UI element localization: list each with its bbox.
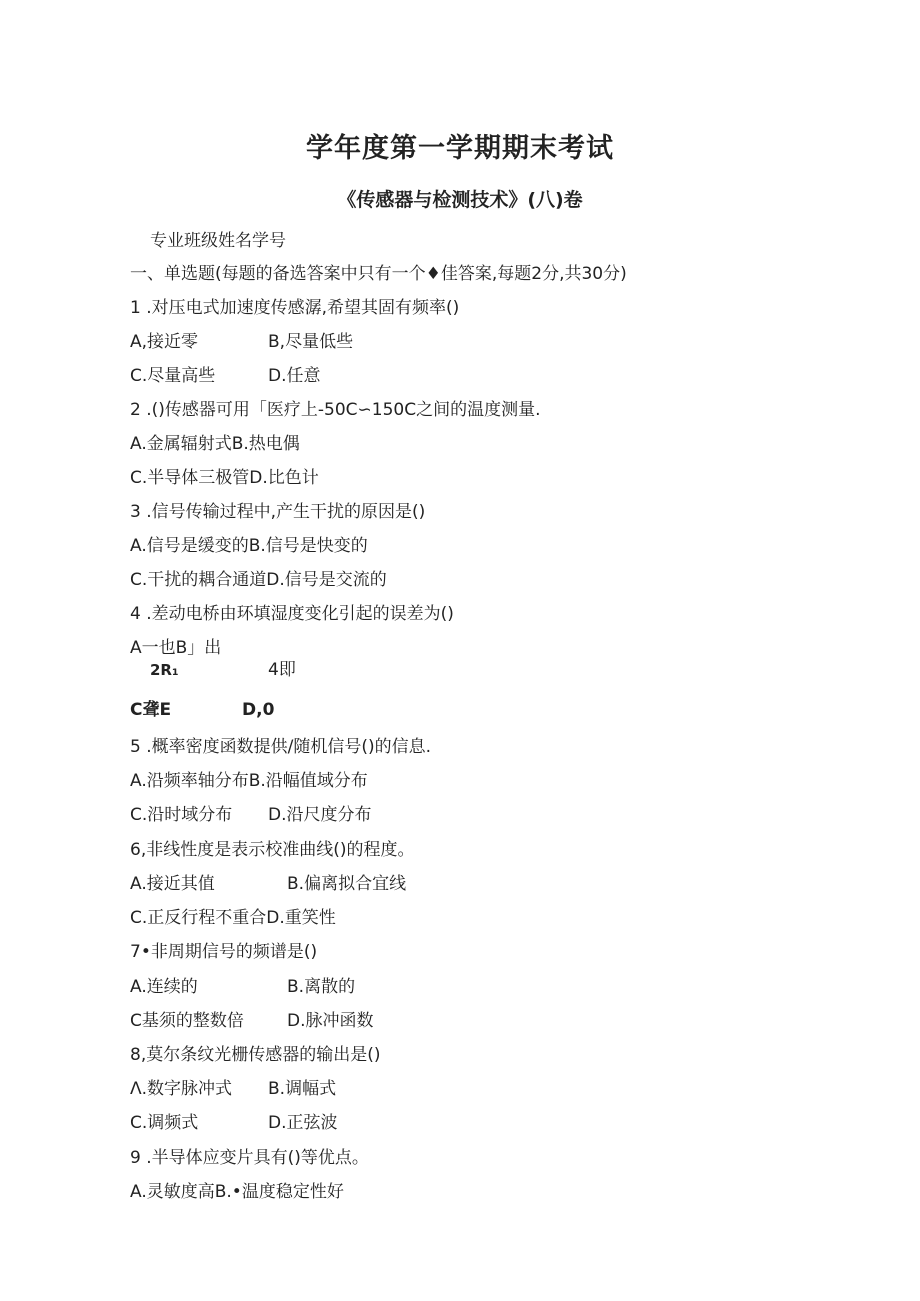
q7-option-d: D.脉冲函数 [287,1011,374,1031]
q6-option-a: A.接近其值 [130,874,215,894]
question-2: 2 .()传感器可用「医疗上-50C∽150C之间的温度测量. [130,400,541,420]
q8-option-a: Λ.数字脉冲式 [130,1079,233,1099]
q3-options-ab: A.信号是缓变的B.信号是快变的 [130,536,368,556]
q5-option-c: C.沿时域分布 [130,805,233,825]
q9-options-ab: A.灵敏度高B.•温度稳定性好 [130,1182,344,1202]
q1-option-d: D.任意 [268,366,321,386]
exam-title: 学年度第一学期期末考试 [306,133,614,164]
q8-option-b: B.调幅式 [268,1079,337,1099]
q4-subscript-a: 2R₁ [150,661,179,679]
question-9: 9 .半导体应变片具有()等优点。 [130,1148,369,1168]
question-1: 1 .对压电式加速度传感潺,希望其固有频率() [130,298,460,318]
question-6: 6,非线性度是表示校准曲线()的程度。 [130,840,415,860]
q2-options-cd: C.半导体三极管D.比色计 [130,468,319,488]
student-info-line: 专业班级姓名学号 [150,231,286,251]
question-7: 7•非周期信号的频谱是() [130,942,318,962]
q1-option-a: A,接近零 [130,332,199,352]
q4-options-ab: A一也B」出 [130,638,222,658]
q5-option-d: D.沿尺度分布 [268,805,372,825]
q8-option-d: D.正弦波 [268,1113,338,1133]
question-3: 3 .信号传输过程中,产生干扰的原因是() [130,502,426,522]
q5-options-ab: A.沿频率轴分布B.沿幅值域分布 [130,771,368,791]
exam-subtitle: 《传感器与检测技术》(八)卷 [337,189,583,211]
q6-options-cd: C.正反行程不重合D.重笑性 [130,908,336,928]
q6-option-b: B.偏离拟合宜线 [287,874,407,894]
q7-option-c: C基须的整数倍 [130,1011,244,1031]
question-8: 8,莫尔条纹光栅传感器的输出是() [130,1045,381,1065]
question-4: 4 .差动电桥由环填湿度变化引起的误差为() [130,604,454,624]
q1-option-c: C.尽量高些 [130,366,216,386]
q8-option-c: C.调频式 [130,1113,199,1133]
q4-option-d: D,0 [242,700,275,720]
q4-option-c: C聋E [130,700,172,720]
q7-option-a: A.连续的 [130,977,198,997]
q1-option-b: B,尽量低些 [268,332,354,352]
question-5: 5 .概率密度函数提供/随机信号()的信息. [130,737,432,757]
q7-option-b: B.离散的 [287,977,356,997]
q3-options-cd: C.干扰的耦合通道D.信号是交流的 [130,570,387,590]
q2-options-ab: A.金属辐射式B.热电偶 [130,434,300,454]
q4-subscript-b: 4即 [268,660,296,680]
section-heading: 一、单选题(每题的备选答案中只有一个♦佳答案,每题2分,共30分) [130,264,627,284]
